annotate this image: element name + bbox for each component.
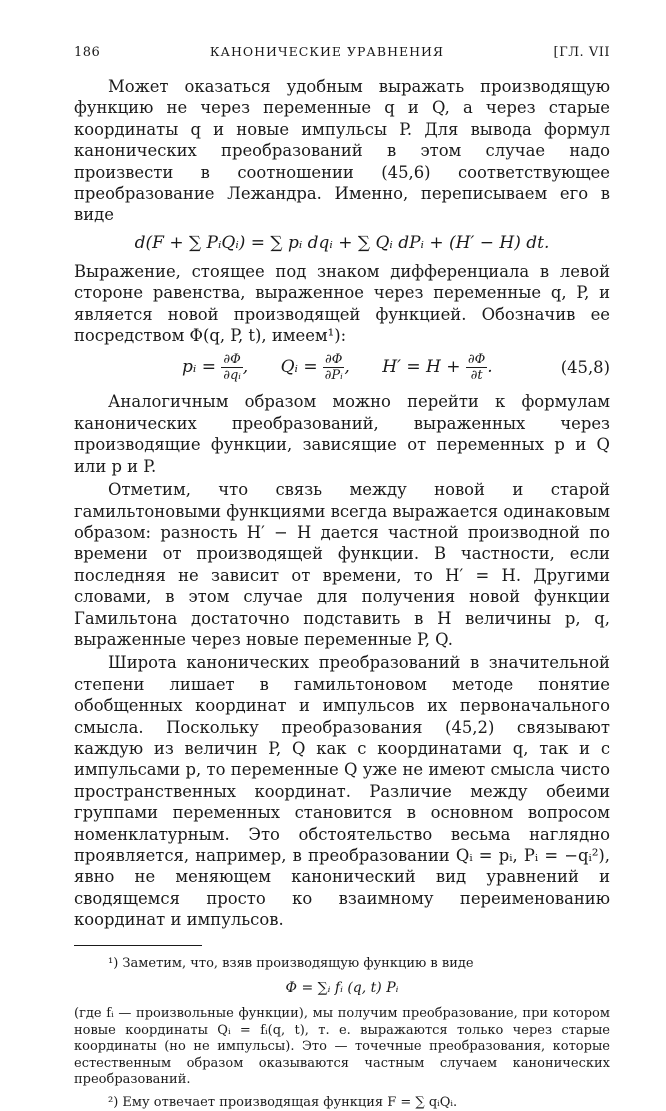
fraction-h-denominator: ∂t bbox=[470, 368, 483, 384]
equation-number: (45,8) bbox=[560, 358, 610, 378]
formula-pi-lhs: pᵢ = bbox=[182, 357, 216, 378]
fraction-pi bbox=[221, 352, 242, 383]
formula-qi-lhs: Qᵢ = bbox=[280, 357, 318, 378]
paragraph-2: Выражение, стоящее под знаком дифференциала в левой стороне равенства, выраженное через переменные q, P, и является новой производящей функцией. Обозначив ее посредством Φ(q, P, t), имеем¹): bbox=[74, 261, 610, 346]
footnote-1-formula: Φ = ∑ᵢ fᵢ (q, t) Pᵢ bbox=[285, 980, 399, 997]
paragraph-5: Широта канонических преобразований в значительной степени лишает в гамильтоновом методе понятие обобщенных координат и импульсов их первоначального смысла. Поскольку преобразования (45,2) связывают каждую из величин P, Q как с координатами q, так и с импульсами p, то переменные Q уже не имеют смысла чисто пространственных координат. Различие между обеими группами переменных становится в основном вопросом номенклатурным. Это обстоятельство весьма наглядно проявляется, например, в преобразовании Qᵢ = pᵢ, Pᵢ = −qᵢ²), явно не меняющем канонический вид уравнений и сводящемся просто ко взаимному переименованию координат и импульсов. bbox=[74, 653, 610, 930]
footnote-divider bbox=[74, 945, 202, 946]
paragraph-3: Аналогичным образом можно перейти к формулам канонических преобразований, выраженных через производящие функции, зависящие от переменных p и Q или p и P. bbox=[74, 392, 610, 476]
chapter-label: [ГЛ. VII bbox=[553, 45, 610, 60]
fraction-qi-numerator: ∂Φ bbox=[325, 352, 343, 368]
fraction-qi-denominator: ∂Pᵢ bbox=[324, 368, 343, 384]
formula-45-8: pᵢ = $\frac{\partial\Phi}{\text{∂qᵢ}}$ , Qᵢ = $\frac{\partial\Phi}{\text{∂Pᵢ}}$ , H′ = H + $\frac{\partial\Phi}{\partial t}$ . (45,8) bbox=[182, 352, 610, 384]
book-page bbox=[74, 44, 610, 1111]
footnote-2: ²) Ему отвечает производящая функция F = ∑ qᵢQᵢ. bbox=[108, 1094, 458, 1110]
fraction-h-numerator: ∂Φ bbox=[467, 352, 486, 368]
formula-legendre: d(F + ∑ PᵢQᵢ) = ∑ pᵢ dqᵢ + ∑ Qᵢ dPᵢ + (H′ − H) dt. bbox=[134, 232, 550, 253]
paragraph-1: Может оказаться удобным выражать производящую функцию не через переменные q и Q, а через старые координаты q и новые импульсы P. Для вывода формул канонических преобразований в этом случае надо произвести в соотношении (45,6) соответствующее преобразование Лежандра. Именно, переписываем его в виде bbox=[74, 77, 610, 225]
page-header bbox=[74, 44, 610, 60]
page-number: 186 bbox=[74, 45, 101, 60]
running-title: КАНОНИЧЕСКИЕ УРАВНЕНИЯ bbox=[209, 44, 444, 59]
footnote-1-text: (где fᵢ — произвольные функции), мы получим преобразование, при котором новые координаты Qᵢ = fᵢ(q, t), т. е. выражаются только через старые координаты (но не импульсы). Это — точечные преобразования, которые естественным образом оказываются частным случаем канонических преобразований. bbox=[74, 1006, 610, 1088]
formula-h-lhs: H′ = H + bbox=[382, 357, 461, 378]
footnote-1-intro: ¹) Заметим, что, взяв производящую функцию в виде bbox=[108, 955, 474, 971]
fraction-pi-denominator: ∂qᵢ bbox=[223, 368, 241, 384]
paragraph-4: Отметим, что связь между новой и старой гамильтоновыми функциями всегда выражается одинаковым образом: разность H′ − H дается частной производной по времени от производящей функции. В частности, если последняя не зависит от времени, то H′ = H. Другими словами, в этом случае для получения новой функции Гамильтона достаточно подставить в H величины p, q, выраженные через новые переменные P, Q. bbox=[74, 480, 610, 649]
fraction-pi-numerator: ∂Φ bbox=[223, 352, 241, 368]
fraction-h bbox=[466, 352, 487, 383]
fraction-qi bbox=[323, 352, 344, 383]
